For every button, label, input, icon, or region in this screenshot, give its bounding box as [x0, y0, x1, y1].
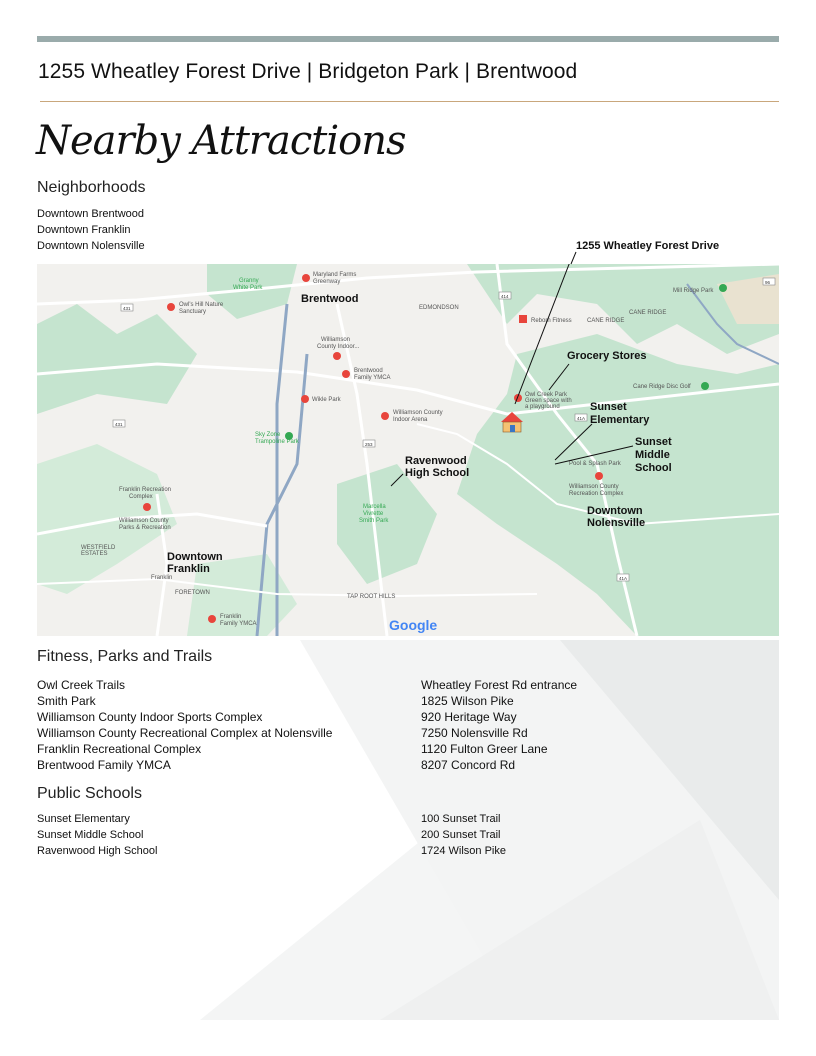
- callout-label: Ravenwood: [405, 455, 467, 467]
- place-label: Franklin Recreation: [119, 487, 172, 493]
- place-label: Parks & Recreation: [119, 525, 171, 531]
- place-label: Franklin: [151, 575, 173, 581]
- callout-label: High School: [405, 467, 470, 479]
- fitness-address: 8207 Concord Rd: [421, 758, 516, 772]
- place-label: TAP ROOT HILLS: [347, 594, 396, 600]
- place-label: Williamson County: [393, 410, 443, 416]
- school-name: Sunset Elementary: [37, 813, 130, 825]
- place-label: Vivrette: [363, 511, 384, 517]
- section-title: Nearby Attractions: [36, 118, 406, 164]
- pin-icon: [595, 472, 603, 480]
- place-label: Smith Park: [359, 518, 389, 524]
- pin-icon: [333, 352, 341, 360]
- callout-label: Franklin: [167, 563, 210, 575]
- place-label: Family YMCA: [354, 375, 391, 381]
- callout-label: Nolensville: [587, 517, 646, 529]
- place-label: Green space with: [525, 398, 572, 404]
- place-label: Complex: [129, 494, 153, 500]
- road-shield-label: 414: [501, 294, 509, 299]
- fitness-name: Owl Creek Trails: [37, 678, 126, 692]
- school-address: 100 Sunset Trail: [421, 813, 501, 825]
- property-address-header: 1255 Wheatley Forest Drive | Bridgeton Park | Brentwood: [38, 60, 578, 83]
- neighborhood-item: Downtown Franklin: [37, 224, 131, 236]
- neighborhood-item: Downtown Nolensville: [37, 240, 145, 252]
- callout-label: Grocery Stores: [567, 350, 647, 362]
- place-label: White Park: [233, 285, 263, 291]
- pin-icon: [208, 615, 216, 623]
- fitness-address: 920 Heritage Way: [421, 710, 517, 724]
- fitness-heading: Fitness, Parks and Trails: [37, 648, 213, 665]
- place-label: CANE RIDGE: [629, 310, 667, 316]
- road-shield-label: 96: [765, 280, 771, 285]
- place-label: Sanctuary: [179, 309, 207, 315]
- road-shield-label: 41A: [577, 416, 586, 421]
- school-name: Ravenwood High School: [37, 845, 158, 857]
- fitness-name: Brentwood Family YMCA: [37, 758, 171, 772]
- fitness-address: 1825 Wilson Pike: [421, 694, 514, 708]
- road-shield-label: 431: [123, 306, 131, 311]
- park-pin-icon: [719, 284, 727, 292]
- place-label: WESTFIELD: [81, 545, 116, 551]
- place-label: Granny: [239, 278, 259, 284]
- callout-label: Downtown: [167, 551, 223, 563]
- property-callout-label: 1255 Wheatley Forest Drive: [576, 240, 720, 252]
- place-label: Marcella: [363, 504, 386, 510]
- fitness-name: Williamson County Indoor Sports Complex: [37, 710, 263, 724]
- place-label: a playground: [525, 404, 560, 410]
- place-label: Family YMCA: [220, 621, 257, 627]
- callout-label: Sunset: [590, 401, 627, 413]
- pin-icon: [381, 412, 389, 420]
- callout-label: School: [635, 462, 672, 474]
- pin-icon: [143, 503, 151, 511]
- road-shield-label: 253: [365, 442, 373, 447]
- school-address: 1724 Wilson Pike: [421, 845, 506, 857]
- place-label: Pool & Splash Park: [569, 461, 621, 467]
- place-label: Recreation Complex: [569, 491, 624, 497]
- callout-label: Elementary: [590, 414, 650, 426]
- fitness-name: Smith Park: [37, 694, 96, 708]
- place-label: Greenway: [313, 279, 341, 285]
- park-pin-icon: [701, 382, 709, 390]
- fitness-name: Franklin Recreational Complex: [37, 742, 202, 756]
- callout-label: Downtown: [587, 505, 643, 517]
- road-shield-label: 41A: [619, 576, 628, 581]
- place-label: Owl's Hill Nature: [179, 302, 224, 308]
- pin-icon: [301, 395, 309, 403]
- area-map: [37, 264, 779, 636]
- place-label: CANE RIDGE: [587, 318, 625, 324]
- school-name: Sunset Middle School: [37, 829, 144, 841]
- place-label: Mill Ridge Park: [673, 288, 714, 294]
- place-label: Franklin: [220, 614, 242, 620]
- place-label: Sky Zone: [255, 432, 281, 438]
- map-graphic: [37, 264, 779, 636]
- place-label: Indoor Arena: [393, 417, 428, 423]
- place-label: Brentwood: [354, 368, 383, 374]
- google-logo: Google: [389, 617, 438, 633]
- place-label: Reborn Fitness: [531, 318, 572, 324]
- property-callout-line-top: [0, 0, 816, 280]
- schools-heading: Public Schools: [37, 785, 142, 802]
- callout-label: Sunset: [635, 436, 672, 448]
- fitness-address: 7250 Nolensville Rd: [421, 726, 528, 740]
- place-label: ESTATES: [81, 551, 108, 557]
- place-label: Williamson County: [119, 518, 169, 524]
- pin-icon: [167, 303, 175, 311]
- place-label: FORETOWN: [175, 590, 210, 596]
- callout-label: Middle: [635, 449, 670, 461]
- pin-icon: [519, 315, 527, 323]
- road-shield-label: 431: [115, 422, 123, 427]
- place-label: Williamson: [321, 337, 351, 343]
- place-label: Cane Ridge Disc Golf: [633, 384, 691, 390]
- school-address: 200 Sunset Trail: [421, 829, 501, 841]
- neighborhoods-heading: Neighborhoods: [37, 179, 146, 196]
- callout-label: Brentwood: [301, 293, 359, 305]
- place-label: Williamson County: [569, 484, 619, 490]
- fitness-address: Wheatley Forest Rd entrance: [421, 678, 578, 692]
- fitness-address: 1120 Fulton Greer Lane: [421, 742, 548, 756]
- place-label: Wikle Park: [312, 397, 341, 403]
- pin-icon: [342, 370, 350, 378]
- neighborhood-item: Downtown Brentwood: [37, 208, 145, 220]
- place-label: Maryland Farms: [313, 272, 357, 278]
- fitness-name: Williamson County Recreational Complex at Nolensville: [37, 726, 333, 740]
- place-label: Owl Creek Park: [525, 392, 568, 398]
- place-label: Trampoline Park: [255, 439, 299, 445]
- place-label: County Indoor...: [317, 344, 360, 350]
- place-label: EDMONDSON: [419, 305, 459, 311]
